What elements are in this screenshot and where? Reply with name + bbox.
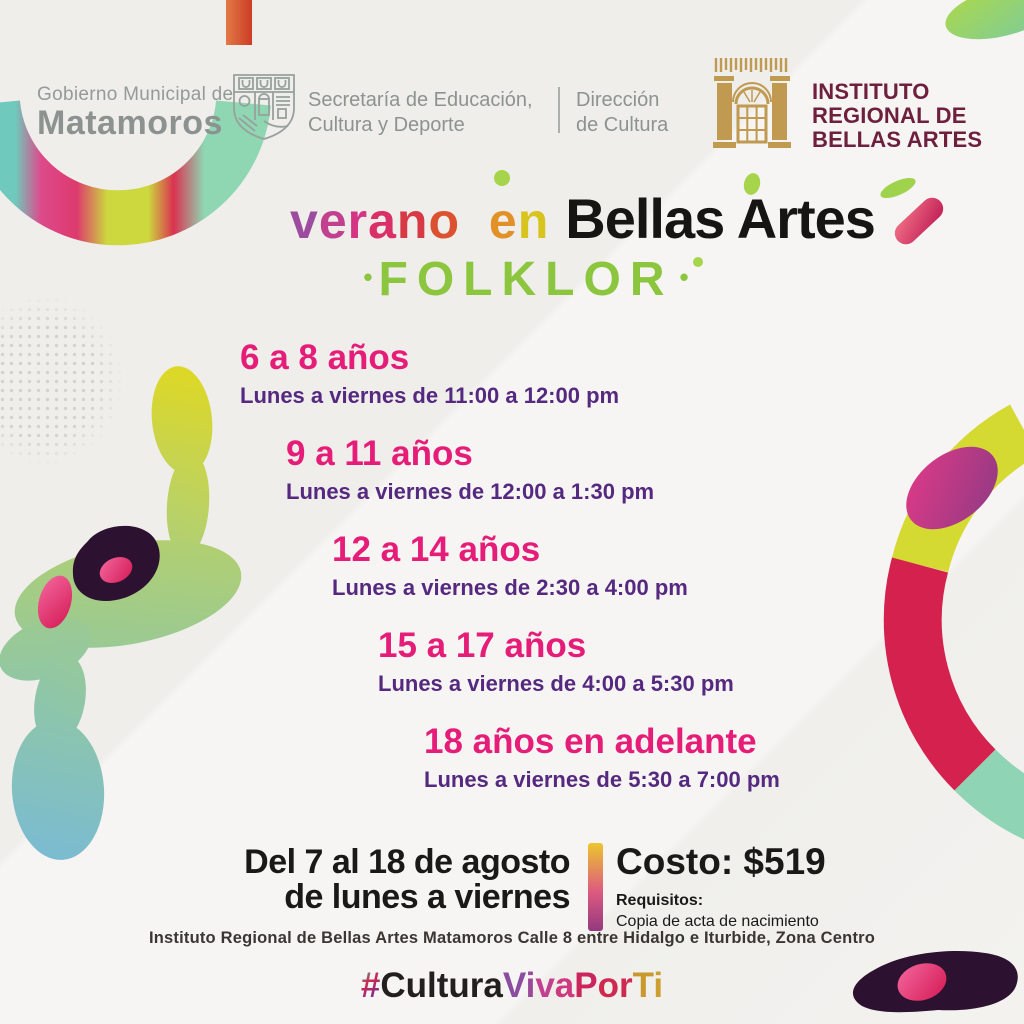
header-divider	[558, 87, 560, 133]
direccion-block	[576, 88, 668, 138]
age-group-label: 15 a 17 años	[378, 626, 587, 665]
hashtag-campaign	[0, 966, 1024, 1006]
verano-letter: e	[488, 193, 518, 249]
date-range	[150, 845, 570, 915]
hashtag-segment: #	[360, 966, 381, 1005]
age-group-label: 6 a 8 años	[240, 338, 410, 377]
hashtag-segment: T	[632, 966, 654, 1005]
address-line: Instituto Regional de Bellas Artes Matamoros Calle 8 entre Hidalgo e Iturbide, Zona Centro	[148, 929, 876, 947]
secretaria-line1: Secretaría de Educación,	[308, 89, 533, 111]
time-range-label: Lunes a viernes de 11:00 a 12:00 pm	[240, 383, 620, 408]
time-range-label: Lunes a viernes de 2:30 a 4:00 pm	[332, 575, 688, 600]
poster-title	[290, 186, 875, 251]
gov-logo-block	[37, 84, 233, 143]
requirements-value: Copia de acta de nacimiento	[616, 913, 819, 930]
schedule-item	[424, 722, 780, 793]
bellas-artes-text: Bellas Artes	[565, 187, 875, 250]
cost-label: Costo: $519	[616, 841, 826, 882]
secretaria-line2: Cultura y Deporte	[308, 114, 465, 136]
hashtag-segment: Cultura	[380, 966, 503, 1005]
age-group-label: 9 a 11 años	[286, 434, 473, 473]
time-range-label: Lunes a viernes de 5:30 a 7:00 pm	[424, 767, 780, 792]
gov-city-label: Matamoros	[37, 104, 223, 142]
right-dot: •	[679, 262, 689, 292]
time-range-label: Lunes a viernes de 12:00 a 1:30 pm	[286, 479, 655, 504]
hashtag-segment: i	[653, 966, 664, 1005]
matamoros-coat-of-arms-icon	[231, 72, 297, 142]
verano-en-colored-text	[290, 192, 549, 250]
verano-letter: r	[347, 193, 369, 249]
instituto-line3: BELLAS ARTES	[812, 127, 983, 152]
program-name-text: FOLKLOR	[378, 253, 674, 306]
verano-letter: e	[318, 193, 348, 249]
requirements-label: Requisitos:	[616, 892, 704, 909]
gov-entity-label: Gobierno Municipal de	[37, 84, 234, 105]
hashtag-segment: v	[535, 966, 555, 1005]
direccion-line2: de Cultura	[576, 114, 669, 136]
gradient-divider	[588, 843, 603, 931]
instituto-line1: INSTITUTO	[812, 79, 930, 104]
instituto-line2: REGIONAL DE	[812, 103, 967, 128]
age-group-label: 18 años en adelante	[424, 722, 757, 761]
verano-letter: a	[368, 193, 397, 249]
verano-letter: n	[396, 193, 429, 249]
left-dot: •	[363, 262, 373, 292]
direccion-line1: Dirección	[576, 89, 660, 111]
verano-letter: n	[517, 193, 550, 249]
age-group-label: 12 a 14 años	[332, 530, 541, 569]
hashtag-segment: a	[554, 966, 575, 1005]
hashtag-segment: o	[597, 966, 619, 1005]
bellas-artes-building-icon	[708, 58, 796, 150]
verano-letter: v	[290, 193, 319, 249]
schedule-item	[286, 434, 780, 505]
time-range-label: Lunes a viernes de 4:00 a 5:30 pm	[378, 671, 734, 696]
instituto-block	[812, 80, 982, 152]
hashtag-segment: V	[502, 966, 526, 1005]
cost-block	[616, 841, 826, 931]
date-range-line1: Del 7 al 18 de agosto	[244, 843, 570, 881]
schedule-list	[240, 338, 780, 818]
hashtag-segment: P	[574, 966, 598, 1005]
verano-letter	[460, 193, 489, 249]
schedule-item	[332, 530, 780, 601]
schedule-item	[378, 626, 780, 697]
program-name	[14, 252, 1024, 307]
hashtag-segment: r	[619, 966, 633, 1005]
schedule-item	[240, 338, 780, 409]
hashtag-segment: i	[525, 966, 536, 1005]
verano-letter: o	[428, 193, 460, 249]
date-range-line2: de lunes a viernes	[284, 878, 570, 916]
secretaria-block	[308, 88, 533, 138]
